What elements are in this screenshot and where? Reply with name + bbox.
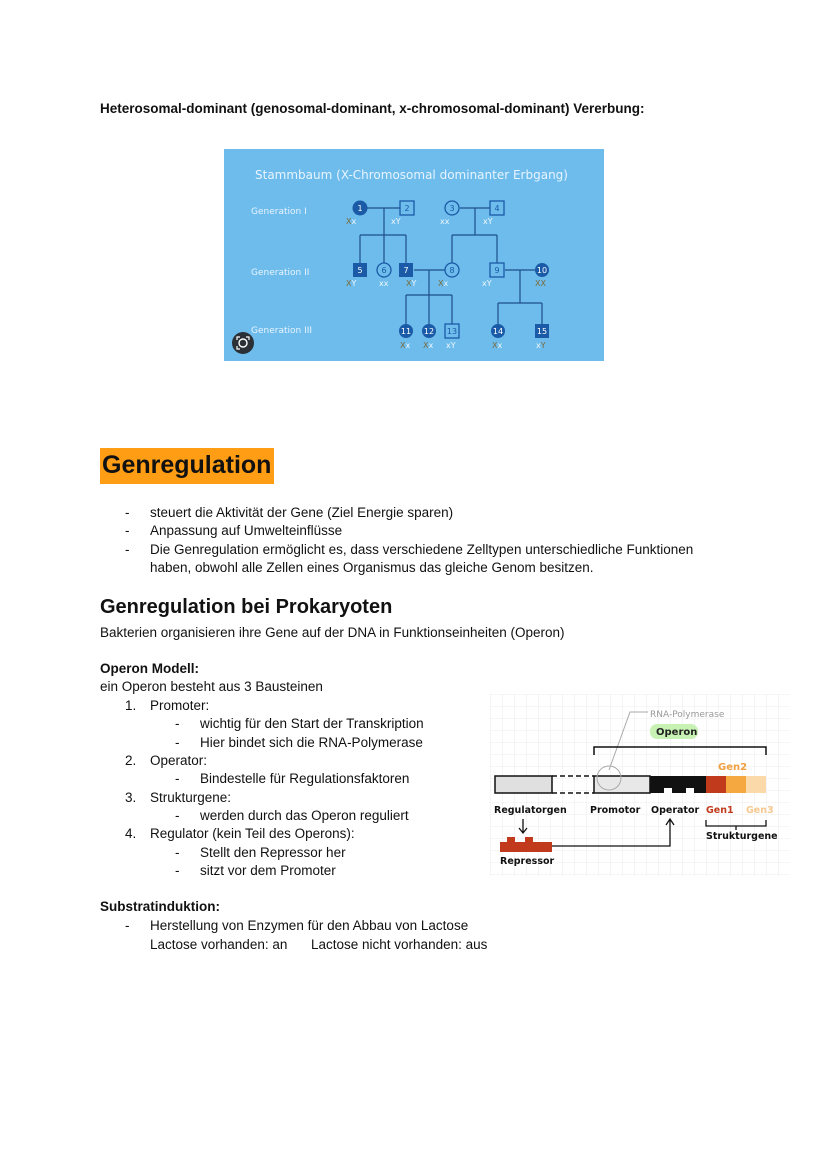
- substrat-bullet: Herstellung von Enzymen für den Abbau von Lactose: [150, 918, 469, 933]
- svg-text:4: 4: [494, 204, 500, 213]
- svg-text:xY: xY: [446, 341, 456, 350]
- svg-text:xx: xx: [440, 217, 450, 226]
- svg-text:8: 8: [449, 266, 455, 275]
- svg-text:7: 7: [403, 266, 409, 275]
- svg-text:3: 3: [449, 204, 455, 213]
- regulatorgen-label: Regulatorgen: [494, 805, 567, 816]
- item-num: 4.: [125, 826, 137, 841]
- svg-text:XY: XY: [346, 279, 357, 288]
- prokaryoten-title: Genregulation bei Prokaryoten: [100, 596, 393, 618]
- operon-title: Operon Modell:: [100, 661, 199, 676]
- gen1-label: Gen1: [706, 805, 734, 816]
- promotor-label: Promotor: [590, 805, 641, 816]
- svg-text:xY: xY: [391, 217, 401, 226]
- item-sub: wichtig für den Start der Transkription: [200, 716, 424, 731]
- svg-text:Xx: Xx: [346, 217, 357, 226]
- pedigree-figure: [224, 149, 604, 361]
- item-sub: Hier bindet sich die RNA-Polymerase: [200, 735, 423, 750]
- item-label-promoter: Promoter:: [150, 698, 210, 713]
- bullet-1: steuert die Aktivität der Gene (Ziel Energie sparen): [150, 505, 454, 520]
- generation-1-label: Generation I: [251, 207, 307, 217]
- generation-2-label: Generation II: [251, 268, 310, 278]
- svg-text:XY: XY: [406, 279, 417, 288]
- substrat-title: Substratinduktion:: [100, 899, 220, 914]
- svg-text:10: 10: [536, 266, 548, 275]
- svg-text:Xx: Xx: [492, 341, 503, 350]
- svg-text:2: 2: [404, 204, 410, 213]
- generation-3-label: Generation III: [251, 326, 313, 336]
- bullet-2: Anpassung auf Umwelteinflüsse: [150, 523, 343, 538]
- prokaryoten-intro: Bakterien organisieren ihre Gene auf der DNA in Funktionseinheiten (Operon): [100, 625, 565, 640]
- inheritance-heading: Heterosomal-dominant (genosomal-dominant, x-chromosomal-dominant) Vererbung:: [100, 101, 645, 116]
- operator-label: Operator: [651, 805, 700, 816]
- strukturgene-label: Strukturgene: [706, 831, 778, 842]
- svg-text:11: 11: [400, 327, 412, 336]
- pedigree-title: Stammbaum (X-Chromosomal dominanter Erbgang): [255, 168, 568, 182]
- rna-polymerase-label: RNA-Polymerase: [650, 710, 725, 720]
- svg-text:xx: xx: [379, 279, 389, 288]
- svg-text:Xx: Xx: [400, 341, 411, 350]
- item-label-operator: Operator:: [150, 753, 208, 768]
- repressor-label: Repressor: [500, 856, 555, 867]
- lactose-on: Lactose vorhanden: an: [150, 937, 288, 952]
- gen3-label: Gen3: [746, 805, 774, 816]
- svg-text:xY: xY: [483, 217, 493, 226]
- bullet-dash: -: [125, 505, 130, 520]
- lens-icon[interactable]: [232, 332, 254, 354]
- item-num: 2.: [125, 753, 137, 768]
- bullet-dash: -: [125, 523, 130, 538]
- item-num: 3.: [125, 790, 137, 805]
- svg-text:14: 14: [492, 327, 504, 336]
- operon-label: Operon: [656, 727, 698, 738]
- item-sub: sitzt vor dem Promoter: [200, 863, 336, 878]
- item-num: 1.: [125, 698, 137, 713]
- item-label-regulator: Regulator (kein Teil des Operons):: [150, 826, 355, 841]
- svg-text:15: 15: [536, 327, 548, 336]
- bullet-3: Die Genregulation ermöglicht es, dass verschiedene Zelltypen unterschiedliche Funktionen haben, obwohl alle Zellen eines Organismus das gleiche Genom besitzen.: [150, 542, 694, 575]
- svg-text:Xx: Xx: [438, 279, 449, 288]
- svg-text:13: 13: [446, 327, 458, 336]
- svg-text:xY: xY: [536, 341, 546, 350]
- item-sub: Stellt den Repressor her: [200, 845, 346, 860]
- svg-text:9: 9: [494, 266, 500, 275]
- item-label-strukturgene: Strukturgene:: [150, 790, 232, 805]
- svg-text:Xx: Xx: [423, 341, 434, 350]
- gen2-label: Gen2: [718, 762, 748, 773]
- genregulation-title: Genregulation: [100, 448, 274, 484]
- svg-text:1: 1: [357, 204, 363, 213]
- svg-text:12: 12: [423, 327, 435, 336]
- svg-text:5: 5: [357, 266, 363, 275]
- svg-text:xY: xY: [482, 279, 492, 288]
- bullet-dash: -: [125, 542, 130, 557]
- svg-text:6: 6: [381, 266, 387, 275]
- svg-text:XX: XX: [535, 279, 546, 288]
- item-sub: werden durch das Operon reguliert: [200, 808, 409, 823]
- lactose-off: Lactose nicht vorhanden: aus: [311, 937, 488, 952]
- item-sub: Bindestelle für Regulationsfaktoren: [200, 771, 410, 786]
- operon-diagram: [490, 694, 790, 876]
- operon-intro: ein Operon besteht aus 3 Bausteinen: [100, 679, 323, 694]
